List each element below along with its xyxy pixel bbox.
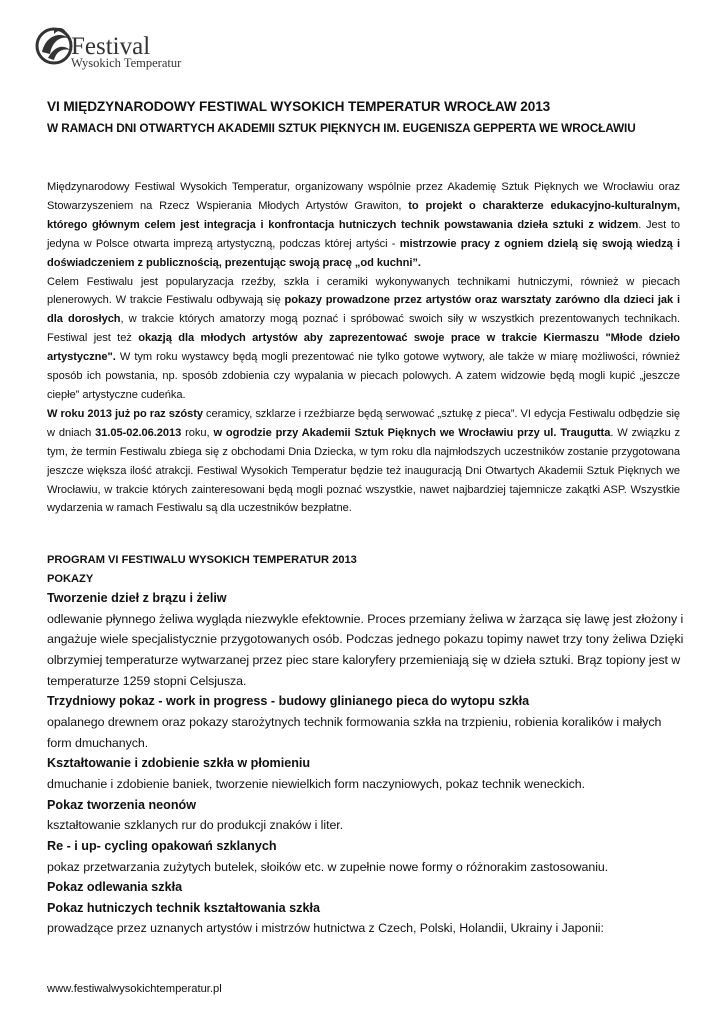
text-run: Międzynarodowy Festiwal Wysokich Temperatur, organizowany wspólnie przez Akademię Sztuk Pięknych we Wrocławiu oraz Stowarzyszeniem na Rzecz Wspierania Młodych Artystów Grawiton, (47, 181, 680, 212)
logo-subtitle: Wysokich Temperatur (71, 56, 182, 70)
text-run: , w trakcie których amatorzy mogą poznać i spróbować swoich siły w wszystkich prezentowanych technikach. Festiwal jest też (47, 313, 680, 345)
item-title: Kształtowanie i zdobienie szkła w płomieniu (47, 756, 311, 771)
page-subtitle: W RAMACH DNI OTWARTYCH AKADEMII SZTUK PIĘKNYCH IM. EUGENISZA GEPPERTA WE WROCŁAWIU (47, 121, 636, 135)
intro-paragraph-1 (47, 178, 680, 273)
bold-run: 31.05-02.06.2013 (95, 426, 182, 439)
item-description: opalanego drewnem oraz pokazy starożytnych technik formowania szkła na trzpieniu, robienia koralików i małych form dmuchanych. (47, 715, 662, 750)
flame-swirl-icon (34, 24, 234, 74)
text-run: Celem Festiwalu jest popularyzacja rzeźby, szkła i ceramiki wykonywanych technikami hutniczymi, również w piecach plenerowych. W trakcie Festiwalu odbywają się (47, 275, 680, 307)
item-title: Re - i up- cycling opakowań szklanych (47, 839, 277, 853)
program-heading: PROGRAM VI FESTIWALU WYSOKICH TEMPERATUR 2013 (47, 554, 357, 566)
bold-run: w ogrodzie przy Akademii Sztuk Pięknych we Wrocławiu przy ul. Traugutta (213, 426, 611, 439)
bold-run: W roku 2013 już po raz szósty (47, 407, 203, 420)
text-run: W tym roku wystawcy będą mogli prezentować nie tylko gotowe wytwory, ale także w miarę możliwości, również sposób ich powstania, np. sposób zdobienia czy wypalania w piecach polowych. A zatem widzowie będą mogli kupić „jeszcze ciepłe” artystyczne cudeńka. (47, 351, 680, 401)
item-description: pokaz przetwarzania zużytych butelek, słoików etc. w zupełnie nowe formy o różnorakim zastosowaniu. (47, 859, 609, 874)
item-description: kształtowanie szklanych rur do produkcji znaków i liter. (47, 818, 344, 833)
item-title: Pokaz tworzenia neonów (47, 797, 197, 812)
item-title: Trzydniowy pokaz - work in progress - budowy glinianego pieca do wytopu szkła (47, 694, 530, 709)
program-section (47, 551, 687, 939)
bold-run: to projekt o charakterze edukacyjno-kulturalnym, którego głównym celem jest integracja i konfrontacja hutniczych technik powstawania dzieła sztuki z widzem (47, 199, 680, 231)
item-title: Pokaz odlewania szkła (47, 880, 183, 895)
footer-url: www.festiwalwysokichtemperatur.pl (47, 983, 222, 995)
item-title: Pokaz hutniczych technik kształtowania szkła (47, 900, 320, 915)
bold-run: okazją dla młodych artystów aby zaprezentować swoje prace w trakcie Kiermaszu "Młode dzieło artystyczne". (47, 332, 680, 364)
item-description: odlewanie płynnego żeliwa wygląda niezwykle efektownie. Proces przemiany żeliwa w żarząca się lawę jest złożony i angażuje wiele specjalistycznie przygotowanych osób. Podczas jednego pokazu topimy nawet trzy tony żeliwa Dzięki olbrzymiej temperaturze wytwarzanej przez piec stare kaloryfery przemieniają się w dzieła sztuki. Brąz topiony jest w temperaturze 1259 stopni Celsjusza. (47, 611, 684, 688)
intro-paragraph-2 (47, 273, 680, 405)
text-run: . W związku z tym, że termin Festiwalu zbiega się z obchodami Dnia Dziecka, w tym roku dla najmłodszych uczestników zostanie przygotowana jeszcze większa ilość atrakcji. Festiwal Wysokich Temperatur będzie też inauguracją Dni Otwartych Akademii Sztuk Pięknych we Wrocławiu, w trakcie których zainteresowani będą mogli poznać wszystkie, nawet najbardziej tajemnicze zakątki ASP. Wszystkie wydarzenia w ramach Festiwalu są dla uczestników bezpłatne. (47, 426, 680, 515)
bold-run: mistrzowie pracy z ogniem dzielą się swoją wiedzą i doświadczeniem z publicznością, prezentując swoją pracę „od kuchni”. (47, 237, 680, 269)
text-run: roku, (181, 426, 214, 439)
intro-section (47, 178, 680, 518)
festival-logo (34, 24, 234, 74)
item-title: Tworzenie dzieł z brązu i żeliw (47, 591, 227, 605)
text-run: . Jest to jedyna w Polsce otwarta imprezą artystyczną, podczas której artyści - (47, 218, 680, 250)
header (47, 98, 687, 136)
intro-paragraph-3 (47, 405, 680, 518)
item-description: dmuchanie i zdobienie baniek, tworzenie niewielkich form naczyniowych, pokaz technik weneckich. (47, 777, 585, 791)
page-title: VI MIĘDZYNARODOWY FESTIWAL WYSOKICH TEMPERATUR WROCŁAW 2013 (47, 99, 551, 114)
item-description: prowadzące przez uznanych artystów i mistrzów hutnictwa z Czech, Polski, Holandii, Ukrainy i Japonii: (47, 921, 604, 936)
logo-title: Festival (71, 33, 151, 60)
bold-run: pokazy prowadzone przez artystów oraz warsztaty zarówno dla dzieci jak i dla dorosłych (47, 294, 680, 326)
program-subheading: POKAZY (47, 572, 94, 585)
text-run: ceramicy, szklarze i rzeźbiarze będą serwować „sztukę z pieca”. VI edycja Festiwalu odbędzie się w dniach (47, 407, 680, 439)
